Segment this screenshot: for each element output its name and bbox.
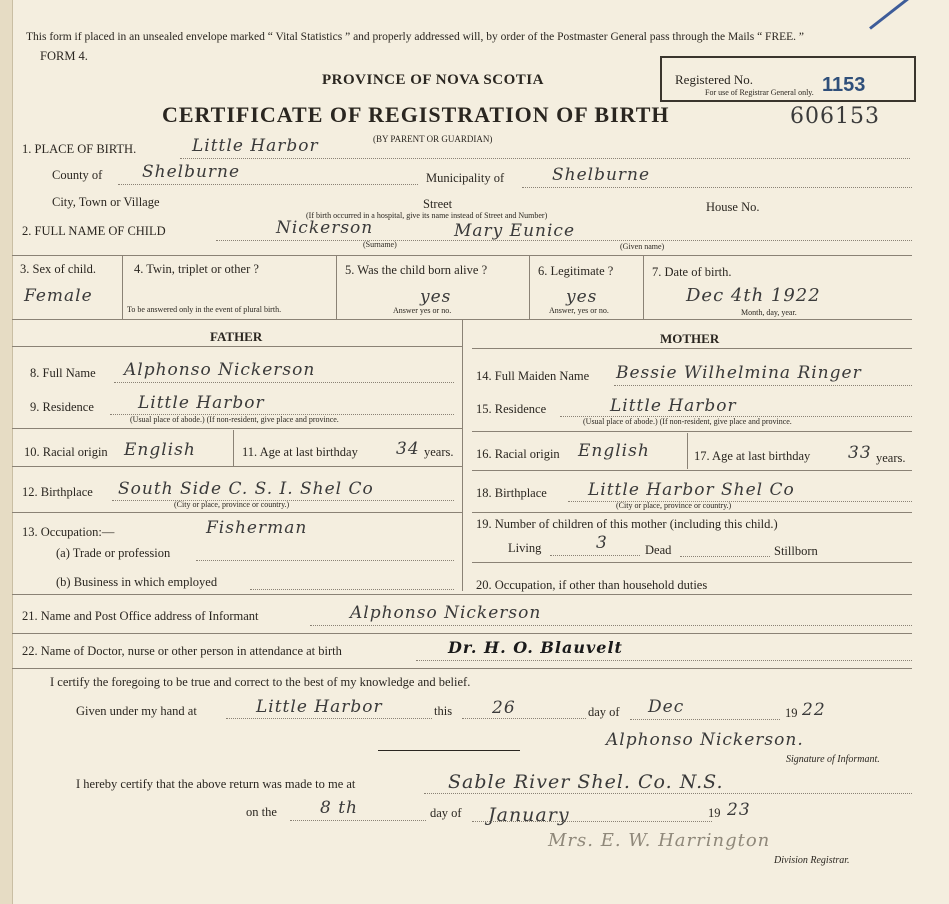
divider bbox=[12, 428, 462, 429]
father-birthplace-label: 12. Birthplace bbox=[22, 485, 93, 499]
divider bbox=[529, 255, 530, 319]
child-name-line bbox=[216, 240, 912, 241]
mother-age-label: 17. Age at last birthday bbox=[694, 449, 811, 463]
father-name-value: Alphonso Nickerson bbox=[124, 360, 316, 380]
mother-race-label: 16. Racial origin bbox=[476, 447, 560, 461]
given-place-value: Little Harbor bbox=[256, 697, 383, 717]
province-heading: PROVINCE OF NOVA SCOTIA bbox=[322, 72, 544, 88]
legitimate-value: yes bbox=[566, 287, 598, 307]
dead-label: Dead bbox=[645, 543, 672, 557]
return-day-of-label: day of bbox=[430, 806, 462, 820]
divider bbox=[472, 512, 912, 513]
field-line bbox=[472, 821, 712, 822]
mother-residence-label: 15. Residence bbox=[476, 402, 547, 416]
field-line bbox=[462, 718, 586, 719]
alive-note: Answer yes or no. bbox=[393, 306, 452, 315]
place-of-birth-label: 1. PLACE OF BIRTH. bbox=[22, 142, 137, 156]
year-prefix: 19 bbox=[785, 706, 798, 720]
form-number: FORM 4. bbox=[40, 49, 88, 63]
day-of-label: day of bbox=[588, 705, 620, 719]
divider bbox=[643, 255, 644, 319]
county-label: County of bbox=[52, 168, 103, 182]
house-label: House No. bbox=[706, 200, 760, 214]
father-occupation-value: Fisherman bbox=[206, 518, 308, 538]
field-line bbox=[680, 556, 770, 557]
divider bbox=[12, 346, 462, 347]
city-label: City, Town or Village bbox=[52, 195, 160, 209]
divider bbox=[687, 433, 688, 469]
mother-occupation-label: 20. Occupation, if other than household duties bbox=[476, 578, 708, 592]
divider bbox=[122, 255, 123, 319]
mother-birthplace-label: 18. Birthplace bbox=[476, 486, 547, 500]
field-line bbox=[416, 660, 912, 661]
informant-signature: Alphonso Nickerson. bbox=[606, 730, 804, 750]
hospital-note: (If birth occurred in a hospital, give its name instead of Street and Number) bbox=[306, 211, 548, 220]
this-label: this bbox=[434, 704, 453, 718]
county-line bbox=[118, 184, 418, 185]
child-name-label: 2. FULL NAME OF CHILD bbox=[22, 224, 166, 238]
mother-residence-note: (Usual place of abode.) (If non-resident, give place and province. bbox=[583, 417, 792, 426]
dob-value: Dec 4th 1922 bbox=[686, 285, 821, 306]
return-month-value: January bbox=[488, 804, 570, 826]
divider bbox=[472, 470, 912, 471]
signature-rule bbox=[378, 750, 520, 751]
child-surname-value: Nickerson bbox=[276, 218, 374, 238]
father-age-value: 34 bbox=[396, 439, 420, 459]
signature-of-informant-label: Signature of Informant. bbox=[786, 754, 880, 765]
twin-note: To be answered only in the event of plural birth. bbox=[127, 305, 282, 314]
municipality-line bbox=[522, 187, 912, 188]
sex-value: Female bbox=[24, 286, 93, 306]
father-residence-note: (Usual place of abode.) (If non-resident, give place and province. bbox=[130, 415, 339, 424]
municipality-value: Shelburne bbox=[552, 165, 651, 185]
father-birthplace-value: South Side C. S. I. Shel Co bbox=[118, 479, 374, 499]
divider bbox=[12, 466, 462, 467]
given-under-hand-label: Given under my hand at bbox=[76, 704, 197, 718]
given-name-note: (Given name) bbox=[620, 242, 665, 251]
doctor-value: Dr. H. O. Blauvelt bbox=[448, 638, 623, 657]
divider bbox=[12, 255, 912, 256]
field-line bbox=[550, 555, 640, 556]
county-value: Shelburne bbox=[142, 162, 241, 182]
trade-label: (a) Trade or profession bbox=[56, 546, 171, 560]
certificate-title: CERTIFICATE OF REGISTRATION OF BIRTH bbox=[162, 102, 670, 127]
divider bbox=[12, 633, 912, 634]
mother-age-value: 33 bbox=[848, 443, 872, 463]
field-line bbox=[614, 385, 912, 386]
surname-note: (Surname) bbox=[363, 240, 397, 249]
certify-statement: I certify the foregoing to be true and correct to the best of my knowledge and belief. bbox=[50, 675, 471, 689]
sex-label: 3. Sex of child. bbox=[20, 262, 97, 276]
given-month-value: Dec bbox=[648, 697, 685, 717]
dob-note: Month, day, year. bbox=[741, 308, 797, 317]
father-name-label: 8. Full Name bbox=[30, 366, 96, 380]
field-line bbox=[114, 382, 454, 383]
doctor-label: 22. Name of Doctor, nurse or other person in attendance at birth bbox=[22, 644, 342, 658]
return-day-value: 8 th bbox=[320, 798, 358, 818]
on-the-label: on the bbox=[246, 805, 277, 819]
mailing-notice: This form if placed in an unsealed envelope marked “ Vital Statistics ” and properly addressed will, by order of the Postmaster General pass through the Mails “ FREE. ” bbox=[26, 31, 805, 43]
return-year-value: 23 bbox=[727, 800, 751, 820]
mother-birthplace-note: (City or place, province or country.) bbox=[616, 501, 732, 510]
mother-race-value: English bbox=[578, 441, 650, 461]
father-race-value: English bbox=[124, 440, 196, 460]
place-line bbox=[180, 158, 910, 159]
field-line bbox=[290, 820, 426, 821]
children-label: 19. Number of children of this mother (including this child.) bbox=[476, 517, 778, 531]
father-years-label: years. bbox=[424, 445, 454, 459]
twin-label: 4. Twin, triplet or other ? bbox=[134, 262, 259, 276]
informant-label: 21. Name and Post Office address of Informant bbox=[22, 609, 259, 623]
alive-value: yes bbox=[420, 287, 452, 307]
hereby-certify-label: I hereby certify that the above return was made to me at bbox=[76, 777, 356, 791]
street-label: Street bbox=[423, 197, 453, 211]
field-line bbox=[310, 625, 912, 626]
field-line bbox=[250, 589, 454, 590]
living-label: Living bbox=[508, 541, 542, 555]
divider bbox=[12, 512, 462, 513]
registered-number-box bbox=[660, 56, 916, 102]
father-birthplace-note: (City or place, province or country.) bbox=[174, 500, 290, 509]
municipality-label: Municipality of bbox=[426, 171, 505, 185]
mother-heading: MOTHER bbox=[660, 331, 720, 346]
divider bbox=[472, 431, 912, 432]
mother-name-label: 14. Full Maiden Name bbox=[476, 369, 590, 383]
divider bbox=[233, 430, 234, 466]
column-divider bbox=[462, 319, 463, 591]
given-year-value: 22 bbox=[802, 700, 826, 720]
handwritten-number: 606153 bbox=[790, 104, 880, 129]
field-line bbox=[424, 793, 912, 794]
father-residence-label: 9. Residence bbox=[30, 400, 94, 414]
business-label: (b) Business in which employed bbox=[56, 575, 218, 589]
father-residence-value: Little Harbor bbox=[138, 393, 265, 413]
page-edge bbox=[0, 0, 13, 904]
divider bbox=[472, 562, 912, 563]
informant-value: Alphonso Nickerson bbox=[350, 603, 542, 623]
place-of-birth-value: Little Harbor bbox=[192, 136, 319, 156]
registrar-signature: Mrs. E. W. Harrington bbox=[548, 830, 771, 851]
divider bbox=[472, 348, 912, 349]
registered-label: Registered No. bbox=[675, 72, 753, 87]
legitimate-note: Answer, yes or no. bbox=[549, 306, 609, 315]
legitimate-label: 6. Legitimate ? bbox=[538, 264, 614, 278]
mother-years-label: years. bbox=[876, 451, 906, 465]
mother-residence-value: Little Harbor bbox=[610, 396, 737, 416]
father-heading: FATHER bbox=[210, 329, 263, 344]
father-race-label: 10. Racial origin bbox=[24, 445, 108, 459]
divider bbox=[336, 255, 337, 319]
registrar-use-note: For use of Registrar General only. bbox=[705, 88, 814, 97]
living-value: 3 bbox=[596, 533, 608, 553]
return-place-value: Sable River Shel. Co. N.S. bbox=[448, 771, 724, 793]
return-year-prefix: 19 bbox=[708, 806, 721, 820]
mother-name-value: Bessie Wilhelmina Ringer bbox=[616, 363, 862, 383]
given-day-value: 26 bbox=[492, 698, 516, 718]
field-line bbox=[630, 719, 780, 720]
divider bbox=[12, 668, 912, 669]
mother-birthplace-value: Little Harbor Shel Co bbox=[588, 480, 795, 500]
blue-check-mark bbox=[869, 0, 910, 30]
dob-label: 7. Date of birth. bbox=[652, 265, 732, 279]
field-line bbox=[196, 560, 454, 561]
registered-stamp: 1153 bbox=[822, 74, 866, 96]
certificate-subtitle: (BY PARENT OR GUARDIAN) bbox=[373, 134, 493, 144]
alive-label: 5. Was the child born alive ? bbox=[345, 263, 488, 277]
father-occupation-label: 13. Occupation:— bbox=[22, 525, 115, 539]
stillborn-label: Stillborn bbox=[774, 544, 818, 558]
father-age-label: 11. Age at last birthday bbox=[242, 445, 358, 459]
field-line bbox=[226, 718, 432, 719]
divider bbox=[12, 594, 912, 595]
division-registrar-label: Division Registrar. bbox=[774, 855, 850, 866]
child-given-value: Mary Eunice bbox=[454, 221, 576, 241]
